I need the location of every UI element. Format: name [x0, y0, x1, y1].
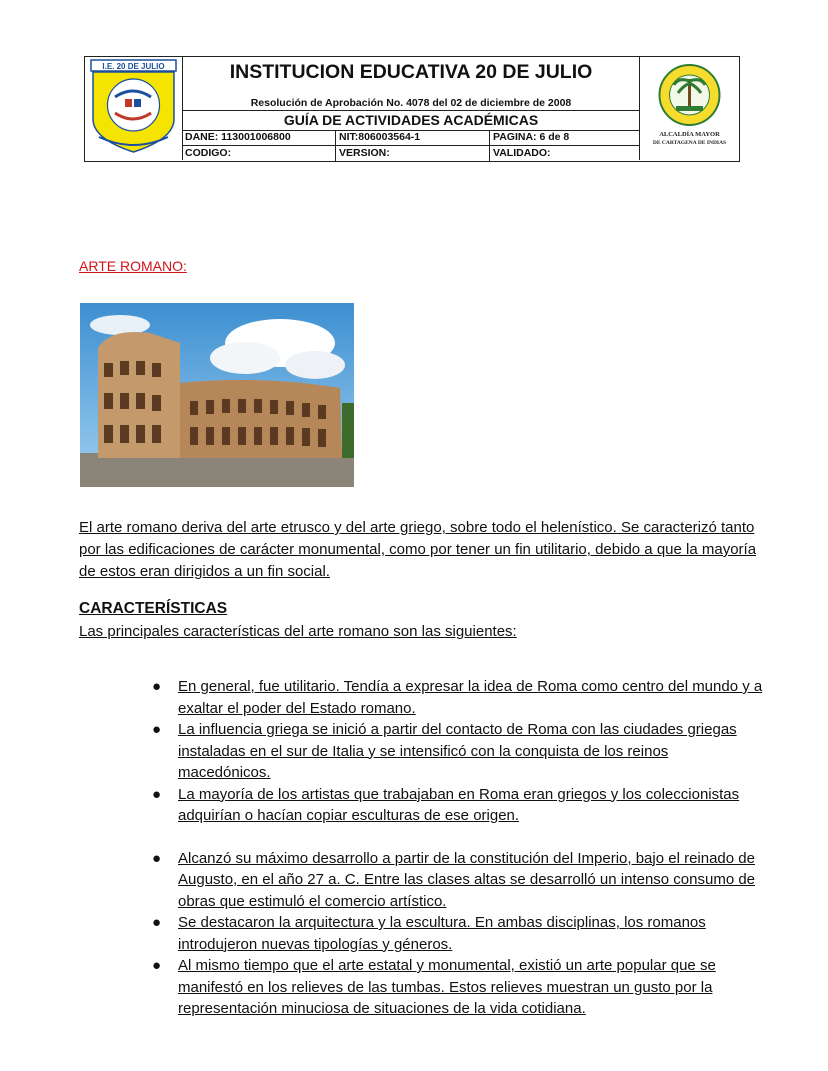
document-header	[84, 56, 740, 162]
version-cell: VERSION:	[336, 146, 490, 161]
list-item	[152, 676, 764, 719]
list-item-text: En general, fue utilitario. Tendía a expresar la idea de Roma como centro del mundo y a exaltar el poder del Estado romano.	[178, 678, 763, 717]
list-item-text: Al mismo tiempo que el arte estatal y monumental, existió un arte popular que se manifestó en los relieves de las tumbas. Estos relieves muestran un gusto por la representación minuciosa de situaciones de la vida cotidiana.	[178, 957, 716, 1017]
section-title: ARTE ROMANO:	[79, 258, 187, 274]
list-item	[152, 719, 764, 784]
list-item	[152, 912, 764, 955]
bullet-icon: ●	[152, 957, 162, 974]
school-logo	[85, 57, 183, 160]
characteristics-heading: CARACTERÍSTICAS	[79, 600, 228, 617]
dane-cell: DANE: 113001006800	[182, 130, 336, 145]
school-title: INSTITUCION EDUCATIVA 20 DE JULIO	[229, 61, 593, 83]
validated-cell: VALIDADO:	[493, 147, 551, 159]
bullet-icon: ●	[152, 914, 162, 931]
seal-line-2: DE CARTAGENA DE INDIAS	[652, 140, 727, 146]
guide-title: GUÍA DE ACTIVIDADES ACADÉMICAS	[182, 110, 640, 131]
characteristics-list	[152, 676, 764, 1020]
header-row-1	[182, 130, 640, 146]
list-item-text: Alcanzó su máximo desarrollo a partir de la constitución del Imperio, bajo el reinado de Augusto, en el año 27 a. C. Entre las clases altas se desarrolló un intenso consumo de obras que estimuló el comercio artístico.	[178, 849, 756, 910]
resolution-text: Resolución de Aprobación No. 4078 del 02 de diciembre de 2008	[250, 97, 572, 109]
header-center	[182, 57, 640, 160]
list-item-text: La mayoría de los artistas que trabajaban en Roma eran griegos y los coleccionistas adquirían o hacían copiar esculturas de ese origen.	[178, 785, 740, 824]
seal-line-1: ALCALDÍA MAYOR	[659, 131, 720, 138]
list-item	[152, 955, 764, 1020]
bullet-icon: ●	[152, 785, 162, 803]
code-cell: CODIGO:	[182, 146, 336, 161]
bullet-icon: ●	[152, 721, 162, 738]
list-item	[152, 848, 764, 913]
list-item-text: Se destacaron la arquitectura y la escultura. En ambas disciplinas, los romanos introdujeron nuevas tipologías y géneros.	[178, 914, 706, 953]
city-seal	[639, 57, 739, 160]
list-item	[152, 784, 764, 827]
intro-paragraph: El arte romano deriva del arte etrusco y del arte griego, sobre todo el helenístico. Se caracterizó tanto por las edificaciones de carácter monumental, como por tener un fin utilitario, debido a que la mayoría de estos eran dirigidos a un fin social.	[79, 519, 757, 580]
bullet-icon: ●	[152, 678, 162, 695]
colosseum-image	[80, 303, 354, 487]
school-logo-label: I.E. 20 DE JULIO	[102, 62, 165, 71]
nit-cell: NIT:806003564-1	[336, 130, 490, 145]
bullet-icon: ●	[152, 849, 162, 867]
list-item-text: La influencia griega se inició a partir del contacto de Roma con las ciudades griegas instaladas en el sur de Italia y se intensificó con la conquista de los reinos macedónicos.	[178, 721, 737, 781]
header-row-2	[182, 146, 640, 161]
page-cell: PAGINA: 6 de 8	[493, 131, 570, 143]
characteristics-intro: Las principales características del arte romano son las siguientes:	[79, 623, 517, 640]
